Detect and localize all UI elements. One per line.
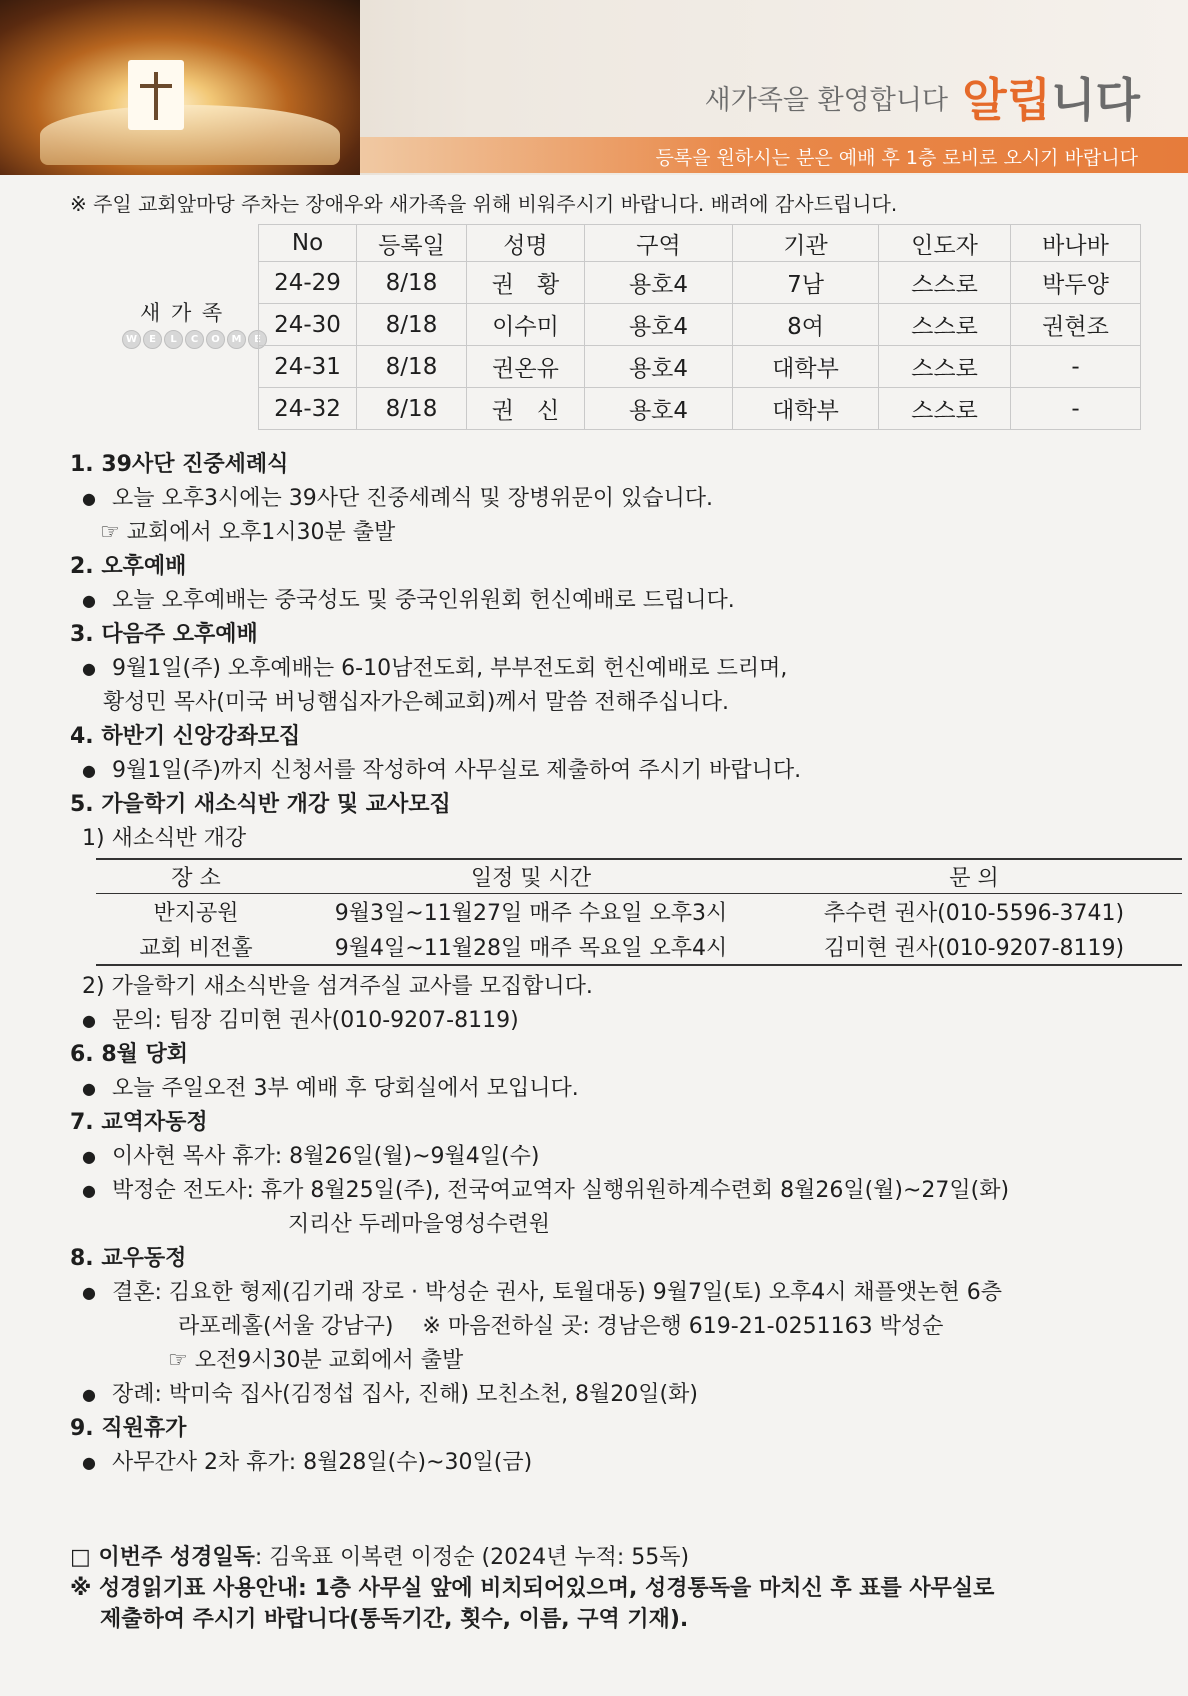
- bible-candle-photo: [0, 0, 360, 175]
- table-row: 24-31 8/18 권온유 용호4 대학부 스스로 -: [259, 346, 1141, 388]
- new-family-label: 새 가 족: [140, 301, 225, 325]
- bullet-icon: ●: [82, 761, 96, 780]
- departure-note: ☞ 교회에서 오후1시30분 출발: [100, 520, 396, 545]
- open-bible-image: [40, 105, 340, 165]
- welcome-text: 새가족을 환영합니다: [704, 85, 948, 116]
- section-title: 7. 교역자동정: [70, 1110, 208, 1135]
- bullet-icon: ●: [82, 1385, 96, 1404]
- subsection-title: 2) 가을학기 새소식반을 섬겨주실 교사를 모집합니다.: [82, 974, 593, 999]
- section-title: 5. 가을학기 새소식반 개강 및 교사모집: [70, 792, 451, 817]
- table-row: 24-30 8/18 이수미 용호4 8여 스스로 권현조: [259, 304, 1141, 346]
- section-title: 9. 직원휴가: [70, 1416, 187, 1441]
- bible-reading-footer: □ 이번주 성경일독: 김욱표 이복련 이정순 (2024년 누적: 55독) ※ 성경읽기표 사용안내: 1층 사무실 앞에 비치되어있으며, 성경통독을 마치신 후 표를 사무실로 제출하여 주시기 바랍니다(통독기간, 횟수, 이름, 구역 기재).: [70, 1545, 995, 1632]
- announcements: 1. 39사단 진중세례식 ● 오늘 오후3시에는 39사단 진중세례식 및 장병위문이 있습니다. ☞ 교회에서 오후1시30분 출발 2. 오후예배 ● 오늘 오후예배는 중국성도 및 중국인위원회 헌신예배로 드립니다. 3. 다음주 오후예배 ● 9월1일(주) 오후예배는 6-10남전도회, 부부전도회 헌신예배로 드리며, 황성민 목사(미국 버닝햄십자가은혜교회)께서 말씀 전해주십니다. 4. 하반기 신앙강좌모집 ● 9월1일(주)까지 신청서를 작성하여 사무실로 제출하여 주시기 바랍니다. 5. 가을학기 새소식반 개강 및 교사모집 1) 새소식반 개강 장 소 일정 및 시간 문 의 반지공원 9월3일~11월27일 매주 수요일 오후3시 추수련 권사(010-5596-3741) 교회 비전홀 9월4일~11월28일 매주 목요일 오후4시 김미현 권사(010-9207-8119) 2) 가을학기 새소식반을 섬겨주실 교사를 모집합니다. ● 문의: 팀장 김미현 권사(010-9207-8119) 6. 8월 당회 ● 오늘 주일오전 3부 예배 후 당회실에서 모입니다. 7. 교역자동정 ● 이사현 목사 휴가: 8월26일(월)~9월4일(수) ● 박정순 전도사: 휴가 8월25일(주), 전국여교역자 실행위원하계수련회 8월26일(월)~27일(화) 지리산 두레마을영성수련원 8. 교우동정 ● 결혼: 김요한 형제(김기래 장로 · 박성순 권사, 토월대동) 9월7일(토) 오후4시 채플앳논현 6층 라포레홀(서울 강남구) ※ 마음전하실 곳: 경남은행 619-21-0251163 박성순 ☞ 오전9시30분 교회에서 출발 ● 장례: 박미숙 집사(김정섭 집사, 진해) 모친소천, 8월20일(화) 9. 직원휴가 ● 사무간사 2차 휴가: 8월28일(수)~30일(금): [70, 448, 1160, 1480]
- page-title: 알립니다: [962, 73, 1140, 127]
- table-row: 24-32 8/18 권 신 용호4 대학부 스스로 -: [259, 388, 1141, 430]
- section-title: 2. 오후예배: [70, 554, 187, 579]
- bullet-icon: ●: [82, 489, 96, 508]
- section-title: 6. 8월 당회: [70, 1042, 189, 1067]
- bible-guide-label: ※ 성경읽기표 사용안내: [70, 1576, 298, 1601]
- new-family-table: [258, 224, 1141, 430]
- cross-icon: [154, 72, 158, 120]
- section-title: 8. 교우동정: [70, 1246, 187, 1271]
- bullet-icon: ●: [82, 1283, 96, 1302]
- schedule-table: [96, 858, 1182, 966]
- bullet-icon: ●: [82, 1011, 96, 1030]
- table-row: 반지공원 9월3일~11월27일 매주 수요일 오후3시 추수련 권사(010-5596-3741): [153, 901, 1125, 926]
- welcome-badge: W E L C O M E: [122, 330, 267, 349]
- section-title: 3. 다음주 오후예배: [70, 622, 258, 647]
- bullet-icon: ●: [82, 1147, 96, 1166]
- bullet-icon: ●: [82, 1079, 96, 1098]
- bullet-icon: ●: [82, 591, 96, 610]
- table-row: 24-29 8/18 권 황 용호4 7남 스스로 박두양: [259, 262, 1141, 304]
- table-header-row: 장 소 일정 및 시간 문 의: [96, 859, 1182, 894]
- table-header-row: No 등록일 성명 구역 기관 인도자 바나바: [259, 225, 1141, 262]
- parking-notice: ※ 주일 교회앞마당 주차는 장애우와 새가족을 위해 비워주시기 바랍니다. 배려에 감사드립니다.: [70, 192, 898, 216]
- header-banner: [0, 0, 1188, 175]
- bible-reading-label: □ 이번주 성경일독: [70, 1545, 255, 1570]
- subsection-title: 1) 새소식반 개강: [82, 826, 247, 851]
- registration-bar: [360, 137, 1188, 173]
- registration-text: 등록을 원하시는 분은 예배 후 1층 로비로 오시기 바랍니다: [655, 147, 1138, 169]
- bullet-icon: ●: [82, 1453, 96, 1472]
- bullet-icon: ●: [82, 1181, 96, 1200]
- section-title: 4. 하반기 신앙강좌모집: [70, 724, 301, 749]
- table-row: 교회 비전홀 9월4일~11월28일 매주 목요일 오후4시 김미현 권사(010-9207-8119): [96, 929, 1182, 965]
- section-title: 1. 39사단 진중세례식: [70, 452, 289, 477]
- bullet-icon: ●: [82, 659, 96, 678]
- departure-note: ☞ 오전9시30분 교회에서 출발: [168, 1348, 464, 1373]
